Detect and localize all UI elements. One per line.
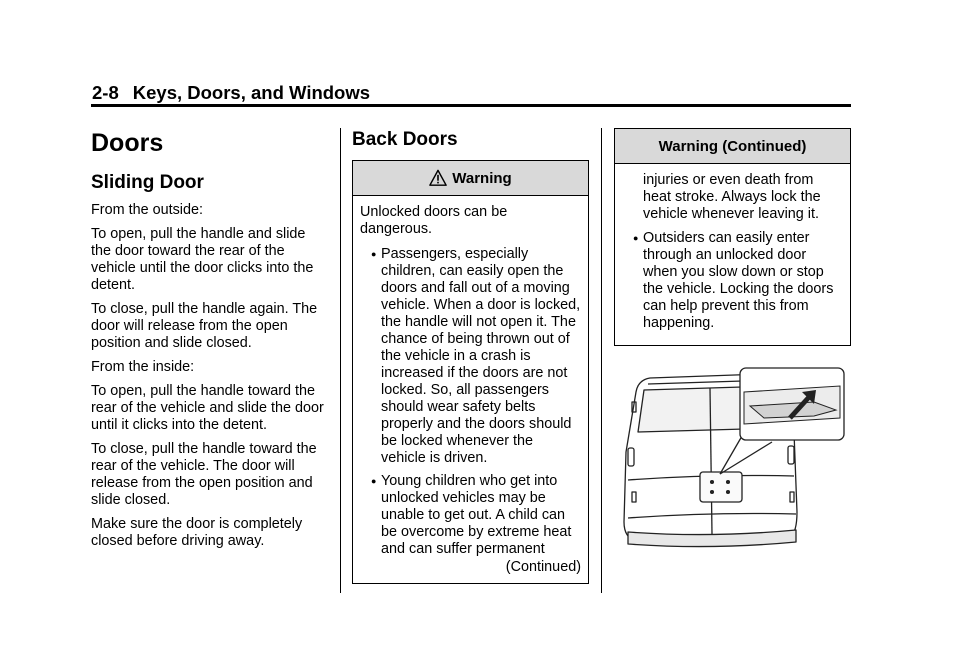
warning-header — [615, 129, 850, 164]
warning-header — [353, 161, 588, 196]
warning-box-continued — [614, 128, 851, 346]
bullet-dot-icon: ● — [371, 476, 377, 486]
warning-continuation-text: injuries or even death from heat stroke. Always lock the vehicle whenever leaving it. — [643, 172, 821, 222]
page-number: 2-8 — [92, 82, 119, 103]
subsection-heading-sliding-door: Sliding Door — [91, 172, 204, 193]
running-header — [92, 82, 850, 104]
paragraph: From the inside: — [91, 359, 195, 375]
list-item — [360, 473, 581, 558]
warning-bullet-list — [622, 230, 843, 332]
van-rear-door-illustration — [614, 362, 850, 552]
license-plate-recess — [700, 472, 742, 502]
warning-title: Warning (Continued) — [658, 137, 807, 155]
warning-bullet-list — [360, 246, 581, 558]
column-divider — [601, 128, 602, 593]
warning-body — [615, 164, 850, 345]
column-divider — [340, 128, 341, 593]
bullet-text: Passengers, especially children, can easily open the doors and fall out of a moving vehicle. When a door is locked, the handle will not open it. The chance of being thrown out of the vehicle in a crash is increased if the doors are not locked. So, all passengers should wear safety belts properly and the doors should be locked whenever the vehicle is driven. — [381, 246, 581, 466]
chapter-title: Keys, Doors, and Windows — [132, 82, 371, 103]
list-item — [360, 246, 581, 467]
bullet-dot-icon: ● — [371, 249, 377, 259]
warning-title: Warning — [452, 169, 512, 187]
warning-intro: Unlocked doors can be dangerous. — [360, 204, 508, 237]
paragraph: To close, pull the handle again. The door will release from the open position and slide closed. — [91, 301, 318, 351]
continued-label: (Continued) — [505, 559, 581, 575]
section-heading-doors: Doors — [91, 129, 164, 157]
header-rule — [91, 104, 851, 107]
warning-body — [353, 196, 588, 583]
paragraph: To open, pull the handle toward the rear of the vehicle and slide the door until it clicks into the detent. — [91, 383, 324, 433]
tail-light-right — [788, 446, 794, 464]
bullet-text: Outsiders can easily enter through an unlocked door when you slow down or stop the vehicle. Locking the doors can help prevent this from happening. — [643, 230, 834, 331]
tail-light-left — [628, 448, 634, 466]
bullet-text: Young children who get into unlocked vehicles may be unable to get out. A child can be overcome by extreme heat and can suffer permanent — [381, 473, 572, 557]
callout-leader-line — [720, 436, 742, 474]
warning-triangle-icon — [429, 169, 447, 187]
paragraph: From the outside: — [91, 202, 203, 218]
bullet-dot-icon: ● — [633, 233, 639, 243]
door-handle-zoom-callout — [740, 368, 844, 440]
section-heading-back-doors: Back Doors — [352, 129, 458, 150]
paragraph: To open, pull the handle and slide the door toward the rear of the vehicle until the door clicks into the detent. — [91, 226, 314, 293]
column-warning-continued — [614, 128, 851, 346]
paragraph: Make sure the door is completely closed before driving away. — [91, 516, 303, 549]
warning-box — [352, 160, 589, 584]
column-sliding-door — [91, 128, 327, 557]
paragraph: To close, pull the handle toward the rear of the vehicle. The door will release from the open position and slide closed. — [91, 441, 317, 508]
list-item — [622, 230, 843, 332]
column-back-doors — [352, 128, 589, 584]
